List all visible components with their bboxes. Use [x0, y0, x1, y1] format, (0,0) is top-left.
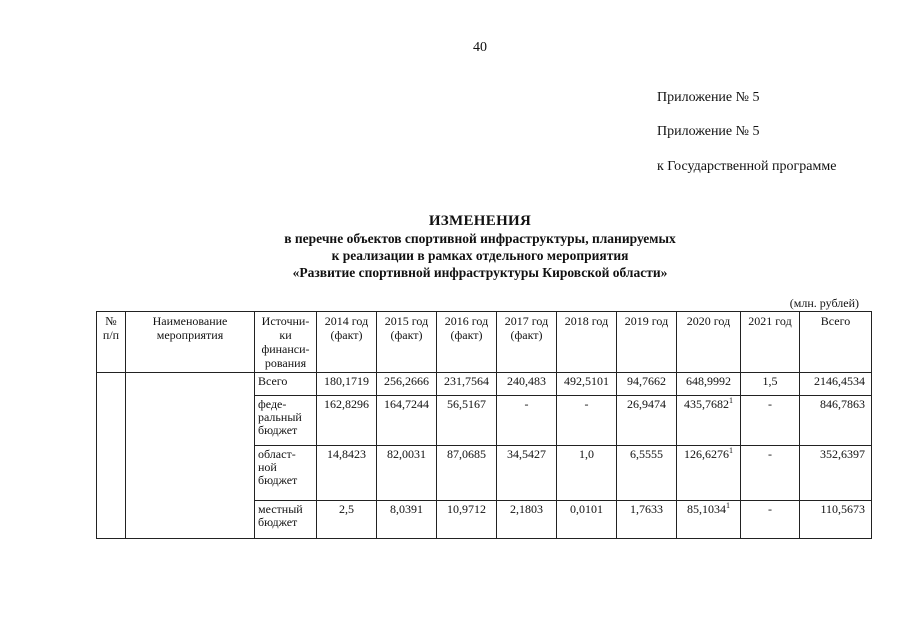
cell-2014: 14,8423 — [317, 446, 377, 501]
cell-2015: 164,7244 — [377, 396, 437, 446]
cell-2020-value: 648,9992 — [686, 374, 731, 388]
cell-total: 352,6397 — [800, 446, 872, 501]
header-2019: 2019 год — [617, 312, 677, 373]
cell-total: 110,5673 — [800, 501, 872, 539]
header-total: Всего — [800, 312, 872, 373]
cell-2021: - — [741, 396, 800, 446]
cell-source: Всего — [255, 373, 317, 396]
title-line-2: к реализации в рамках отдельного мероприятия — [331, 248, 629, 263]
appendix-line-2: Приложение № 5 — [657, 124, 760, 139]
cell-2019: 6,5555 — [617, 446, 677, 501]
header-num: № п/п — [97, 312, 126, 373]
cell-2017: 2,1803 — [497, 501, 557, 539]
document-title — [0, 213, 905, 281]
cell-2016: 231,7564 — [437, 373, 497, 396]
header-2014: 2014 год (факт) — [317, 312, 377, 373]
header-2015: 2015 год (факт) — [377, 312, 437, 373]
cell-2020 — [677, 396, 741, 446]
header-2021: 2021 год — [741, 312, 800, 373]
cell-2017: 240,483 — [497, 373, 557, 396]
cell-2015: 82,0031 — [377, 446, 437, 501]
cell-2014: 162,8296 — [317, 396, 377, 446]
cell-source: област-ной бюджет — [255, 446, 317, 501]
title-line-3: «Развитие спортивной инфраструктуры Кировской области» — [292, 265, 668, 280]
cell-2016: 87,0685 — [437, 446, 497, 501]
table-row — [97, 373, 872, 396]
title-line-1: в перечне объектов спортивной инфраструктуры, планируемых — [284, 231, 676, 246]
header-2020: 2020 год — [677, 312, 741, 373]
cell-2017: - — [497, 396, 557, 446]
footnote-mark: 1 — [729, 446, 733, 455]
footnote-mark: 1 — [726, 501, 730, 510]
cell-2016: 10,9712 — [437, 501, 497, 539]
cell-2018: 1,0 — [557, 446, 617, 501]
cell-2020 — [677, 501, 741, 539]
cell-2020-value: 126,6276 — [684, 447, 729, 461]
cell-2021: 1,5 — [741, 373, 800, 396]
units-label: (млн. рублей) — [789, 296, 859, 310]
cell-2015: 8,0391 — [377, 501, 437, 539]
budget-table — [96, 311, 872, 539]
cell-2020-value: 435,7682 — [684, 397, 729, 411]
header-row — [97, 312, 872, 373]
footnote-mark: 1 — [729, 396, 733, 405]
cell-2018: 492,5101 — [557, 373, 617, 396]
cell-2021: - — [741, 446, 800, 501]
header-2018: 2018 год — [557, 312, 617, 373]
header-2016: 2016 год (факт) — [437, 312, 497, 373]
cell-name — [126, 373, 255, 539]
cell-source: феде-ральный бюджет — [255, 396, 317, 446]
cell-2017: 34,5427 — [497, 446, 557, 501]
cell-2018: 0,0101 — [557, 501, 617, 539]
cell-2019: 1,7633 — [617, 501, 677, 539]
cell-2018: - — [557, 396, 617, 446]
header-name: Наименование мероприятия — [126, 312, 255, 373]
cell-total: 846,7863 — [800, 396, 872, 446]
cell-total: 2146,4534 — [800, 373, 872, 396]
cell-2015: 256,2666 — [377, 373, 437, 396]
appendix-line-1: Приложение № 5 — [657, 90, 760, 105]
header-source: Источни-ки финанси-рования — [255, 312, 317, 373]
cell-source: местный бюджет — [255, 501, 317, 539]
cell-2019: 94,7662 — [617, 373, 677, 396]
cell-2014: 180,1719 — [317, 373, 377, 396]
cell-2019: 26,9474 — [617, 396, 677, 446]
page-number: 40 — [473, 40, 487, 55]
header-2017: 2017 год (факт) — [497, 312, 557, 373]
cell-2020 — [677, 446, 741, 501]
title-main: ИЗМЕНЕНИЯ — [428, 213, 532, 229]
cell-2016: 56,5167 — [437, 396, 497, 446]
cell-2020 — [677, 373, 741, 396]
cell-2014: 2,5 — [317, 501, 377, 539]
appendix-line-3: к Государственной программе — [657, 159, 837, 174]
cell-2020-value: 85,1034 — [687, 502, 726, 516]
cell-2021: - — [741, 501, 800, 539]
cell-num — [97, 373, 126, 539]
